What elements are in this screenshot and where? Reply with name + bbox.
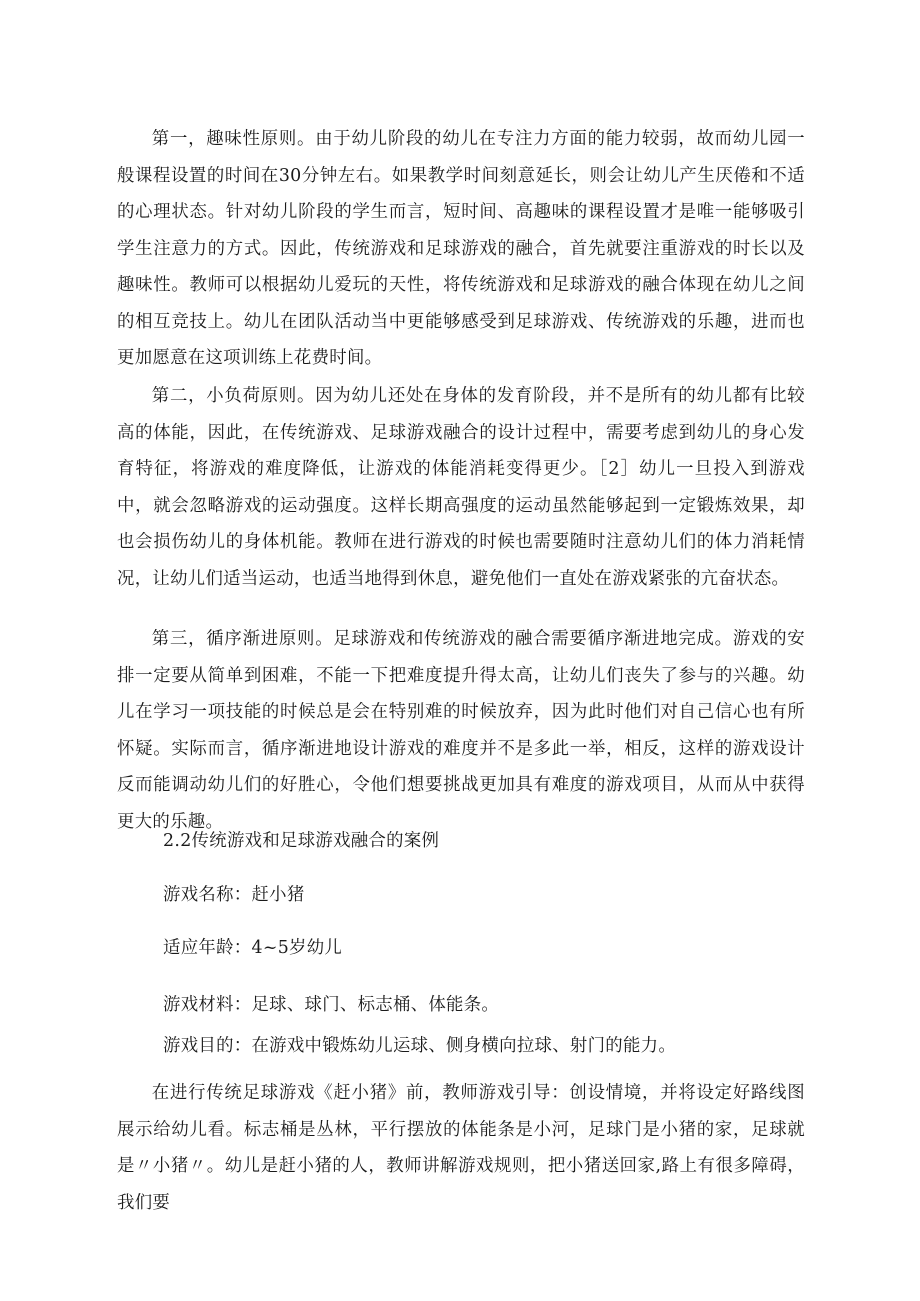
game-materials: 游戏材料：足球、球门、标志桶、体能条。	[163, 995, 500, 1015]
principle-paragraph-2: 第二，小负荷原则。因为幼儿还处在身体的发育阶段，并不是所有的幼儿都有比较高的体能，因此，在传统游戏、足球游戏融合的设计过程中，需要考虑到幼儿的身心发育特征，将游戏的难度降低，让游戏的体能消耗变得更少。［2］幼儿一旦投入到游戏中，就会忽略游戏的运动强度。这样长期高强度的运动虽然能够起到一定锻炼效果，却也会损伤幼儿的身体机能。教师在进行游戏的时候也需要随时注意幼儿们的体力消耗情况，让幼儿们适当运动，也适当地得到休息，避免他们一直处在游戏紧张的亢奋状态。	[117, 386, 805, 589]
game-name: 游戏名称：赶小猪	[163, 885, 305, 905]
principle-paragraph-1: 第一，趣味性原则。由于幼儿阶段的幼儿在专注力方面的能力较弱，故而幼儿园一般课程设置的时间在30分钟左右。如果教学时间刻意延长，则会让幼儿产生厌倦和不适的心理状态。针对幼儿阶段的学生而言，短时间、高趣味的课程设置才是唯一能够吸引学生注意力的方式。因此，传统游戏和足球游戏的融合，首先就要注重游戏的时长以及趣味性。教师可以根据幼儿爱玩的天性，将传统游戏和足球游戏的融合体现在幼儿之间的相互竞技上。幼儿在团队活动当中更能够感受到足球游戏、传统游戏的乐趣，进而也更加愿意在这项训练上花费时间。	[117, 129, 805, 368]
game-purpose: 游戏目的：在游戏中锻炼幼儿运球、侧身横向拉球、射门的能力。	[163, 1036, 677, 1056]
principle-paragraph-3: 第三，循序渐进原则。足球游戏和传统游戏的融合需要循序渐进地完成。游戏的安排一定要从简单到困难，不能一下把难度提升得太高，让幼儿们丧失了参与的兴趣。幼儿在学习一项技能的时候总是会在特别难的时候放弃，因为此时他们对自己信心也有所怀疑。实际而言，循序渐进地设计游戏的难度并不是多此一举，相反，这样的游戏设计反而能调动幼儿们的好胜心，令他们想要挑战更加具有难度的游戏项目，从而从中获得更大的乐趣。	[117, 629, 805, 832]
age-range: 适应年龄：4~5岁幼儿	[163, 938, 343, 958]
intro-paragraph: 在进行传统足球游戏《赶小猪》前，教师游戏引导：创设情境，并将设定好路线图展示给幼儿看。标志桶是丛林，平行摆放的体能条是小河，足球门是小猪的家，足球就是〃小猪〃。幼儿是赶小猪的人，教师讲解游戏规则，把小猪送回家,路上有很多障碍，我们要	[117, 1083, 805, 1213]
section-heading: 2.2传统游戏和足球游戏融合的案例	[163, 831, 440, 851]
